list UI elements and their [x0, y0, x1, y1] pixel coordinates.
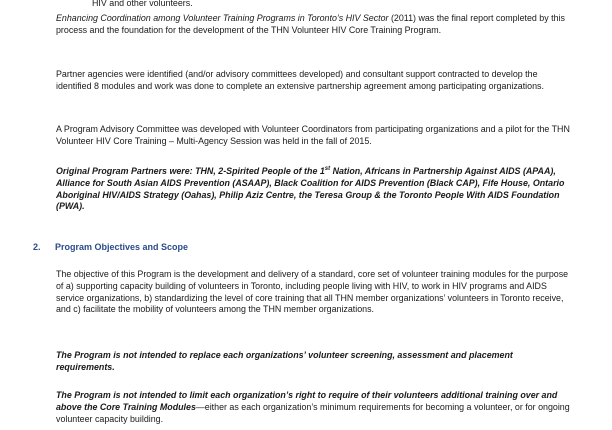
section-title: Program Objectives and Scope [55, 242, 189, 252]
not-limit-bold: The Program is not intended to limit each organization’s right to require of their volunteers additional training over and above the Core Training Modules [56, 390, 558, 412]
not-limit-rest: —either as each organization’s minimum requirements for becoming a volunteer, or for ongoing volunteer capacity building. [56, 401, 570, 424]
partners-text-a: Original Program Partners were: THN, 2-Spirited People of the 1 [56, 165, 325, 176]
partners-superscript: st [324, 166, 331, 172]
paragraph-not-replace: The Program is not intended to replace each organizations’ volunteer screening, assessment and placement requirements. [56, 350, 513, 372]
paragraph-original-partners [56, 164, 574, 213]
paragraph-objective: The objective of this Program is the development and delivery of a standard, core set of volunteer training modules for the purpose of a) supporting capacity building of volunteers in Toronto, including people living with HIV, to work in HIV programs and AIDS service organizations, b) standardizing the level of core training that all THN member organizations’ volunteers in Toronto receive, and c) facilitate the mobility of volunteers among the THN member organizations. [56, 269, 569, 315]
section-number: 2. [33, 242, 41, 252]
paragraph-not-limit [56, 390, 574, 425]
partners-text-b: Nation, Africans in Partnership Against AIDS (APAA), Alliance for South Asian AIDS Prevention (ASAAP), Black Coalition for AIDS Prevention (Black CAP), Fife House, Ontario Aboriginal HIV/AIDS Strategy (Oahas), Philip Aziz Centre, the Teresa Group & the Toronto People With AIDS Foundation (PWA). [56, 165, 565, 212]
paragraph-final-report [56, 13, 574, 37]
report-title: Enhancing Coordination among Volunteer Training Programs in Toronto’s HIV Sector [56, 13, 389, 23]
report-description: (2011) was the final report completed by this process and the foundation for the development of the THN Volunteer HIV Core Training Program. [56, 13, 565, 35]
bullet-fragment: HIV and other volunteers. [92, 0, 193, 8]
paragraph-partner-agencies: Partner agencies were identified (and/or advisory committees developed) and consultant support contracted to develop the identified 8 modules and work was done to complete an extensive partnership agreement among participating organizations. [56, 69, 544, 91]
paragraph-advisory-committee: A Program Advisory Committee was developed with Volunteer Coordinators from participating organizations and a pilot for the THN Volunteer HIV Core Training – Multi-Agency Session was held in the fall of 2015. [56, 124, 570, 146]
section-heading [33, 242, 188, 252]
